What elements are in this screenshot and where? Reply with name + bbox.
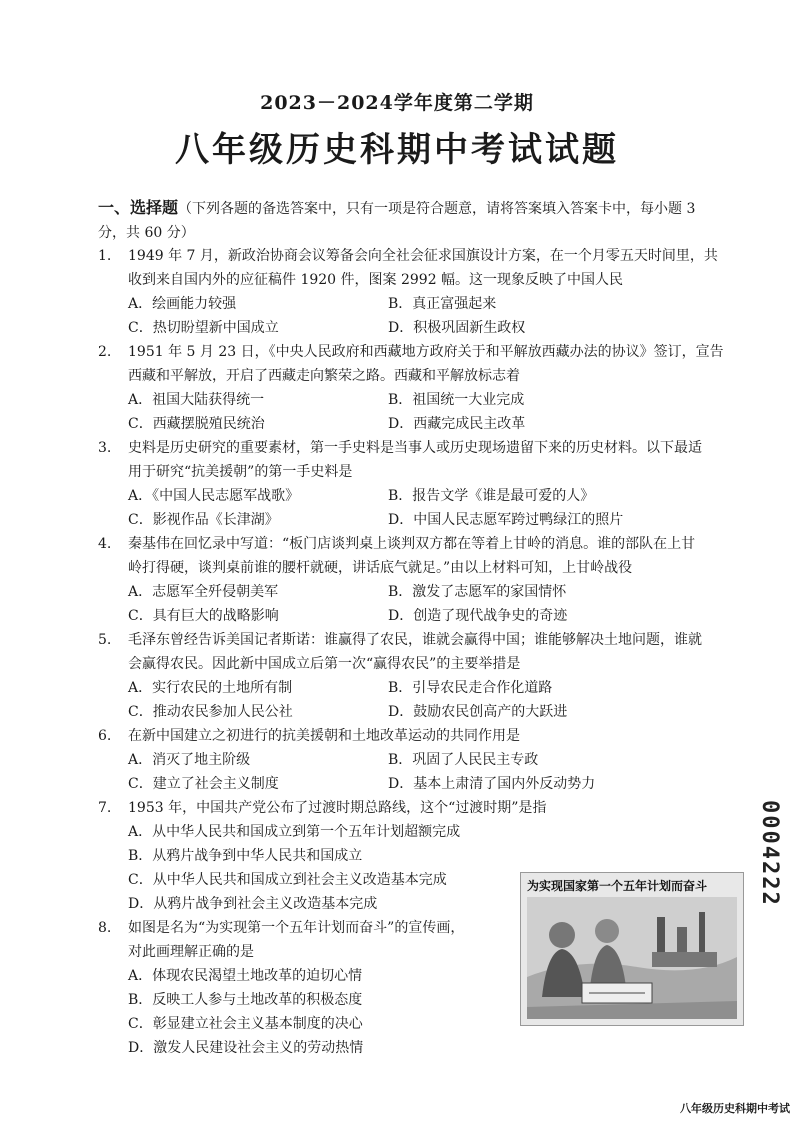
question-text-line: 1951 年 5 月 23 日，《中央人民政府和西藏地方政府关于和平解放西藏办法的协议》签订，宣告 — [128, 344, 724, 360]
answer-options — [98, 388, 748, 436]
question-stem — [98, 916, 488, 964]
answer-option-c[interactable]: C．影视作品《长津湖》 — [128, 512, 279, 528]
answer-option-c[interactable]: C．西藏摆脱殖民统治 — [128, 416, 265, 432]
question-stem — [98, 628, 748, 676]
question-number: 6. — [98, 728, 112, 744]
question-stem — [98, 724, 748, 748]
answer-option-d[interactable]: D．积极巩固新生政权 — [388, 320, 526, 336]
question-stem — [98, 340, 748, 388]
question-text-line: 在新中国建立之初进行的抗美援朝和土地改革运动的共同作用是 — [128, 728, 520, 744]
answer-options — [98, 964, 488, 1060]
question-text-line: 对此画理解正确的是 — [128, 944, 254, 960]
answer-option-d[interactable]: D．从鸦片战争到社会主义改造基本完成 — [128, 896, 378, 912]
answer-option-a[interactable]: A．从中华人民共和国成立到第一个五年计划超额完成 — [128, 824, 461, 840]
answer-option-b[interactable]: B．从鸦片战争到中华人民共和国成立 — [128, 848, 363, 864]
answer-option-a[interactable]: A．《中国人民志愿军战歌》 — [128, 488, 300, 504]
answer-option-c[interactable]: C．从中华人民共和国成立到社会主义改造基本完成 — [128, 872, 447, 888]
question-8 — [98, 916, 488, 1060]
question-number: 1. — [98, 248, 112, 264]
answer-option-d[interactable]: D．鼓励农民创高产的大跃进 — [388, 704, 568, 720]
answer-option-b[interactable]: B．引导农民走合作化道路 — [388, 680, 553, 696]
question-text-line: 史料是历史研究的重要素材，第一手史料是当事人或历史现场遗留下来的历史材料。以下最适 — [128, 440, 702, 456]
question-5 — [98, 628, 748, 724]
question-text-line: 1949 年 7 月，新政治协商会议筹备会向全社会征求国旗设计方案，在一个月零五天时间里，共 — [128, 248, 718, 264]
answer-option-a[interactable]: A．祖国大陆获得统一 — [128, 392, 265, 408]
answer-option-c[interactable]: C．推动农民参加人民公社 — [128, 704, 293, 720]
exam-title: 八年级历史科期中考试试题 — [175, 130, 619, 170]
page-footer: 八年级历史科期中考试 — [680, 1102, 790, 1115]
question-number: 4. — [98, 536, 112, 552]
poster-caption: 为实现国家第一个五年计划而奋斗 — [527, 879, 708, 893]
question-stem — [98, 796, 748, 820]
section-title: 一、选择题 — [98, 198, 179, 217]
propaganda-poster — [520, 872, 744, 1026]
answer-options — [98, 580, 748, 628]
question-number: 8. — [98, 920, 112, 936]
question-1 — [98, 244, 748, 340]
answer-options — [98, 292, 748, 340]
answer-option-a[interactable]: A．体现农民渴望土地改革的迫切心情 — [128, 968, 363, 984]
question-text-line: 会赢得农民。因此新中国成立后第一次“赢得农民”的主要举措是 — [128, 656, 521, 672]
answer-option-b[interactable]: B．巩固了人民民主专政 — [388, 752, 539, 768]
question-text-line: 毛泽东曾经告诉美国记者斯诺：谁赢得了农民，谁就会赢得中国；谁能够解决土地问题，谁就 — [128, 632, 702, 648]
answer-option-d[interactable]: D．西藏完成民主改革 — [388, 416, 526, 432]
question-text-line: 秦基伟在回忆录中写道：“板门店谈判桌上谈判双方都在等着上甘岭的消息。谁的部队在上甘 — [128, 536, 696, 552]
question-stem — [98, 532, 748, 580]
serial-number: 0004222 — [757, 800, 782, 907]
answer-option-d[interactable]: D．中国人民志愿军跨过鸭绿江的照片 — [388, 512, 624, 528]
question-stem — [98, 244, 748, 292]
answer-option-a[interactable]: A．消灭了地主阶级 — [128, 752, 251, 768]
answer-option-d[interactable]: D．基本上肃清了国内外反动势力 — [388, 776, 596, 792]
poster-illustration — [527, 897, 737, 1019]
answer-option-d[interactable]: D．激发人民建设社会主义的劳动热情 — [128, 1040, 364, 1056]
answer-option-c[interactable]: C．彰显建立社会主义基本制度的决心 — [128, 1016, 363, 1032]
question-number: 5. — [98, 632, 112, 648]
question-text-line: 1953 年，中国共产党公布了过渡时期总路线，这个“过渡时期”是指 — [128, 800, 547, 816]
answer-option-a[interactable]: A．志愿军全歼侵朝美军 — [128, 584, 279, 600]
answer-option-a[interactable]: A．实行农民的土地所有制 — [128, 680, 293, 696]
answer-option-b[interactable]: B．反映工人参与土地改革的积极态度 — [128, 992, 363, 1008]
question-number: 3. — [98, 440, 112, 456]
question-stem — [98, 436, 748, 484]
answer-options — [98, 748, 748, 796]
answer-option-b[interactable]: B．祖国统一大业完成 — [388, 392, 525, 408]
question-4 — [98, 532, 748, 628]
question-text-line: 用于研究“抗美援朝”的第一手史料是 — [128, 464, 353, 480]
question-text-line: 岭打得硬，谈判桌前谁的腰杆就硬，讲话底气就足。”由以上材料可知，上甘岭战役 — [128, 560, 633, 576]
answer-option-d[interactable]: D．创造了现代战争史的奇迹 — [388, 608, 568, 624]
question-text-line: 西藏和平解放，开启了西藏走向繁荣之路。西藏和平解放标志着 — [128, 368, 520, 384]
section-header — [98, 196, 748, 245]
question-3 — [98, 436, 748, 532]
answer-option-c[interactable]: C．具有巨大的战略影响 — [128, 608, 279, 624]
answer-option-a[interactable]: A．绘画能力较强 — [128, 296, 237, 312]
answer-option-b[interactable]: B．激发了志愿军的家国情怀 — [388, 584, 567, 600]
answer-option-c[interactable]: C．热切盼望新中国成立 — [128, 320, 279, 336]
question-text-line: 如图是名为“为实现第一个五年计划而奋斗”的宣传画， — [128, 920, 465, 936]
answer-option-b[interactable]: B．报告文学《谁是最可爱的人》 — [388, 488, 595, 504]
question-6 — [98, 724, 748, 796]
exam-term: 2023－2024学年度第二学期 — [260, 92, 534, 114]
answer-option-b[interactable]: B．真正富强起来 — [388, 296, 497, 312]
question-2 — [98, 340, 748, 436]
section-instructions-1: （下列各题的备选答案中，只有一项是符合题意，请将答案填入答案卡中，每小题 3 — [178, 201, 696, 217]
question-number: 7. — [98, 800, 112, 816]
question-number: 2. — [98, 344, 112, 360]
answer-options — [98, 484, 748, 532]
section-instructions-2: 分，共 60 分） — [98, 225, 195, 241]
answer-option-c[interactable]: C．建立了社会主义制度 — [128, 776, 279, 792]
question-text-line: 收到来自国内外的应征稿件 1920 件，图案 2992 幅。这一现象反映了中国人民 — [128, 272, 624, 288]
answer-options — [98, 676, 748, 724]
